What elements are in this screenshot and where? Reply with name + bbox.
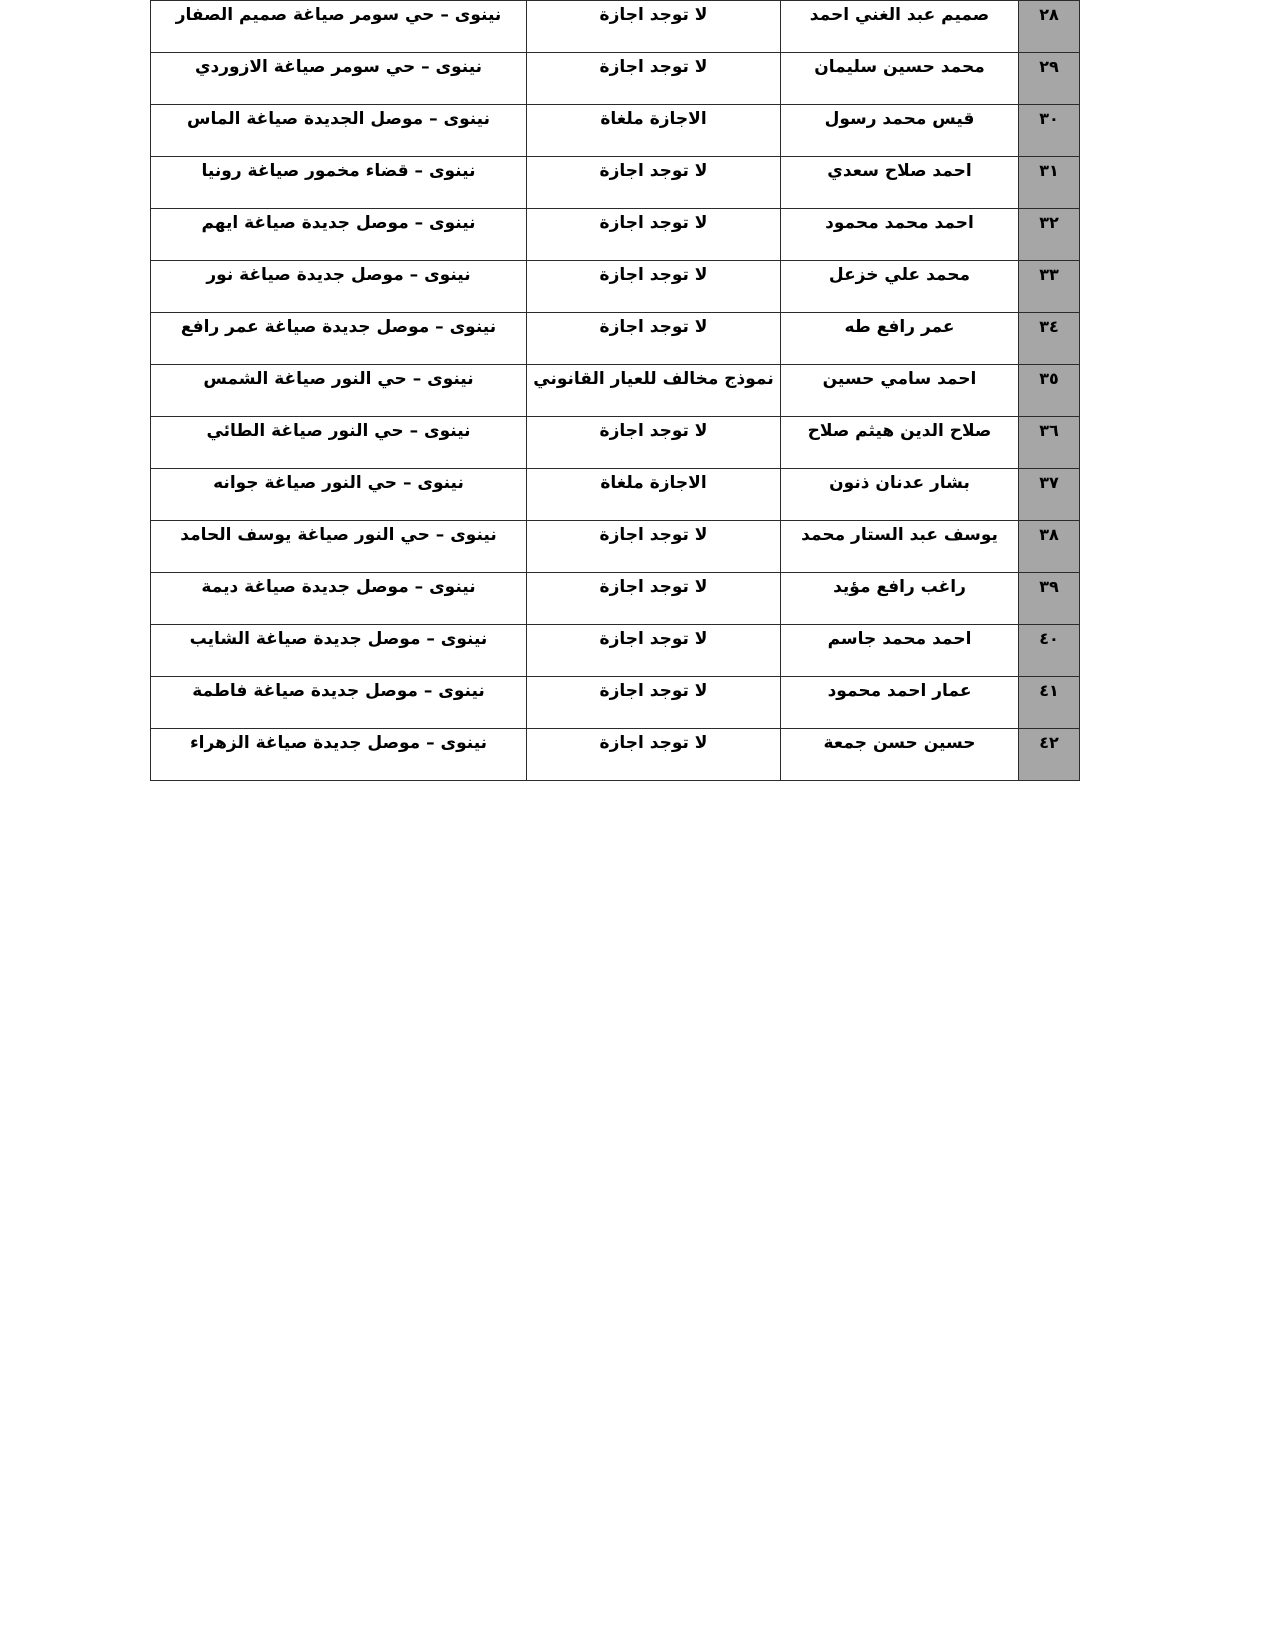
address-cell-text: نينوى – موصل جديدة صياغة عمر رافع bbox=[180, 317, 497, 337]
person-name-cell-text: راغب رافع مؤيد bbox=[833, 577, 966, 597]
row-number-cell bbox=[1019, 417, 1080, 469]
license-status-cell bbox=[527, 157, 781, 209]
address-cell bbox=[151, 521, 527, 573]
table-row bbox=[151, 209, 1080, 261]
license-status-cell bbox=[527, 469, 781, 521]
row-number-cell-text: ٣٢ bbox=[1039, 213, 1059, 232]
license-status-cell-text: لا توجد اجازة bbox=[599, 57, 708, 77]
address-cell-text: نينوى – حي النور صياغة الشمس bbox=[203, 369, 474, 389]
row-number-cell bbox=[1019, 157, 1080, 209]
license-status-cell bbox=[527, 573, 781, 625]
row-number-cell bbox=[1019, 53, 1080, 105]
row-number-cell-text: ٣٦ bbox=[1039, 421, 1059, 440]
row-number-cell bbox=[1019, 573, 1080, 625]
address-cell-text: نينوى – حي سومر صياغة صميم الصفار bbox=[175, 5, 502, 25]
row-number-cell-text: ٣٤ bbox=[1039, 317, 1059, 336]
license-status-cell-text: لا توجد اجازة bbox=[599, 161, 708, 181]
row-number-cell bbox=[1019, 677, 1080, 729]
license-status-cell-text: لا توجد اجازة bbox=[599, 577, 708, 597]
person-name-cell bbox=[781, 365, 1019, 417]
person-name-cell bbox=[781, 1, 1019, 53]
person-name-cell-text: يوسف عبد الستار محمد bbox=[801, 525, 998, 545]
license-status-cell-text: الاجازة ملغاة bbox=[600, 109, 707, 129]
address-cell bbox=[151, 469, 527, 521]
row-number-cell-text: ٢٨ bbox=[1039, 5, 1059, 24]
person-name-cell-text: احمد سامي حسين bbox=[822, 369, 977, 389]
address-cell-text: نينوى – حي النور صياغة جوانه bbox=[213, 473, 464, 493]
row-number-cell-text: ٣٣ bbox=[1039, 265, 1059, 284]
license-status-cell-text: لا توجد اجازة bbox=[599, 421, 708, 441]
address-cell-text: نينوى – حي سومر صياغة الازوردي bbox=[194, 57, 483, 77]
license-status-cell bbox=[527, 729, 781, 781]
license-status-cell bbox=[527, 261, 781, 313]
person-name-cell bbox=[781, 469, 1019, 521]
address-cell bbox=[151, 625, 527, 677]
address-cell bbox=[151, 53, 527, 105]
table-row bbox=[151, 157, 1080, 209]
row-number-cell-text: ٣١ bbox=[1039, 161, 1059, 180]
address-cell-text: نينوى – موصل جديدة صياغة ديمة bbox=[201, 577, 476, 597]
table-row bbox=[151, 625, 1080, 677]
table-row bbox=[151, 53, 1080, 105]
table-row bbox=[151, 521, 1080, 573]
row-number-cell bbox=[1019, 261, 1080, 313]
address-cell-text: نينوى – موصل جديدة صياغة الشايب bbox=[189, 629, 488, 649]
address-cell-text: نينوى – موصل الجديدة صياغة الماس bbox=[186, 109, 491, 129]
row-number-cell-text: ٣٥ bbox=[1039, 369, 1059, 388]
license-status-cell bbox=[527, 677, 781, 729]
row-number-cell bbox=[1019, 209, 1080, 261]
person-name-cell-text: بشار عدنان ذنون bbox=[829, 473, 970, 493]
license-status-cell-text: لا توجد اجازة bbox=[599, 525, 708, 545]
license-status-cell-text: لا توجد اجازة bbox=[599, 213, 708, 233]
table-row bbox=[151, 313, 1080, 365]
table-row bbox=[151, 469, 1080, 521]
person-name-cell bbox=[781, 573, 1019, 625]
row-number-cell-text: ٣٠ bbox=[1039, 109, 1059, 128]
records-table bbox=[150, 0, 1080, 781]
license-status-cell bbox=[527, 417, 781, 469]
address-cell-text: نينوى – موصل جديدة صياغة الزهراء bbox=[189, 733, 488, 753]
address-cell-text: نينوى – حي النور صياغة الطائي bbox=[206, 421, 471, 441]
records-body bbox=[151, 1, 1080, 781]
address-cell bbox=[151, 1, 527, 53]
address-cell-text: نينوى – حي النور صياغة يوسف الحامد bbox=[180, 525, 497, 545]
row-number-cell-text: ٣٨ bbox=[1039, 525, 1059, 544]
person-name-cell bbox=[781, 209, 1019, 261]
person-name-cell-text: صلاح الدين هيثم صلاح bbox=[807, 421, 992, 441]
person-name-cell-text: عمر رافع طه bbox=[844, 317, 955, 337]
person-name-cell-text: حسين حسن جمعة bbox=[823, 733, 976, 753]
table-row bbox=[151, 261, 1080, 313]
person-name-cell-text: محمد علي خزعل bbox=[828, 265, 971, 285]
address-cell bbox=[151, 729, 527, 781]
address-cell bbox=[151, 677, 527, 729]
person-name-cell bbox=[781, 521, 1019, 573]
person-name-cell bbox=[781, 625, 1019, 677]
person-name-cell bbox=[781, 313, 1019, 365]
row-number-cell bbox=[1019, 365, 1080, 417]
table-row bbox=[151, 1, 1080, 53]
license-status-cell bbox=[527, 209, 781, 261]
row-number-cell bbox=[1019, 105, 1080, 157]
table-row bbox=[151, 105, 1080, 157]
row-number-cell-text: ٢٩ bbox=[1039, 57, 1059, 76]
address-cell bbox=[151, 573, 527, 625]
address-cell bbox=[151, 313, 527, 365]
license-status-cell-text: لا توجد اجازة bbox=[599, 629, 708, 649]
address-cell bbox=[151, 105, 527, 157]
address-cell-text: نينوى – موصل جديدة صياغة نور bbox=[206, 265, 471, 285]
license-status-cell bbox=[527, 53, 781, 105]
person-name-cell bbox=[781, 53, 1019, 105]
table-row bbox=[151, 729, 1080, 781]
table-row bbox=[151, 417, 1080, 469]
license-status-cell bbox=[527, 105, 781, 157]
person-name-cell-text: عمار احمد محمود bbox=[827, 681, 972, 701]
row-number-cell-text: ٤٠ bbox=[1039, 629, 1059, 648]
row-number-cell bbox=[1019, 469, 1080, 521]
table-row bbox=[151, 573, 1080, 625]
row-number-cell-text: ٤٢ bbox=[1039, 733, 1059, 752]
row-number-cell bbox=[1019, 729, 1080, 781]
address-cell-text: نينوى – موصل جديدة صياغة ايهم bbox=[201, 213, 476, 233]
person-name-cell-text: صميم عبد الغني احمد bbox=[809, 5, 990, 25]
row-number-cell-text: ٣٧ bbox=[1039, 473, 1059, 492]
person-name-cell bbox=[781, 105, 1019, 157]
table-row bbox=[151, 677, 1080, 729]
row-number-cell bbox=[1019, 625, 1080, 677]
license-status-cell-text: لا توجد اجازة bbox=[599, 733, 708, 753]
license-status-cell-text: لا توجد اجازة bbox=[599, 317, 708, 337]
row-number-cell bbox=[1019, 521, 1080, 573]
license-status-cell bbox=[527, 1, 781, 53]
address-cell-text: نينوى – قضاء مخمور صياغة رونيا bbox=[201, 161, 476, 181]
address-cell bbox=[151, 261, 527, 313]
license-status-cell-text: الاجازة ملغاة bbox=[600, 473, 707, 493]
table-row bbox=[151, 365, 1080, 417]
address-cell bbox=[151, 209, 527, 261]
license-status-cell-text: لا توجد اجازة bbox=[599, 265, 708, 285]
person-name-cell-text: قيس محمد رسول bbox=[824, 109, 975, 129]
address-cell bbox=[151, 157, 527, 209]
row-number-cell bbox=[1019, 313, 1080, 365]
person-name-cell bbox=[781, 157, 1019, 209]
license-status-cell bbox=[527, 313, 781, 365]
person-name-cell bbox=[781, 417, 1019, 469]
license-status-cell-text: لا توجد اجازة bbox=[599, 681, 708, 701]
row-number-cell bbox=[1019, 1, 1080, 53]
license-status-cell-text: لا توجد اجازة bbox=[599, 5, 708, 25]
license-status-cell-text: نموذج مخالف للعيار القانوني bbox=[533, 369, 774, 389]
address-cell-text: نينوى – موصل جديدة صياغة فاطمة bbox=[192, 681, 485, 701]
person-name-cell-text: محمد حسين سليمان bbox=[814, 57, 985, 77]
person-name-cell bbox=[781, 261, 1019, 313]
address-cell bbox=[151, 365, 527, 417]
license-status-cell bbox=[527, 521, 781, 573]
person-name-cell bbox=[781, 677, 1019, 729]
person-name-cell-text: احمد محمد جاسم bbox=[827, 629, 972, 649]
person-name-cell-text: احمد صلاح سعدي bbox=[827, 161, 972, 181]
license-status-cell bbox=[527, 625, 781, 677]
row-number-cell-text: ٤١ bbox=[1039, 681, 1059, 700]
row-number-cell-text: ٣٩ bbox=[1039, 577, 1059, 596]
address-cell bbox=[151, 417, 527, 469]
person-name-cell-text: احمد محمد محمود bbox=[825, 213, 974, 233]
license-status-cell bbox=[527, 365, 781, 417]
person-name-cell bbox=[781, 729, 1019, 781]
